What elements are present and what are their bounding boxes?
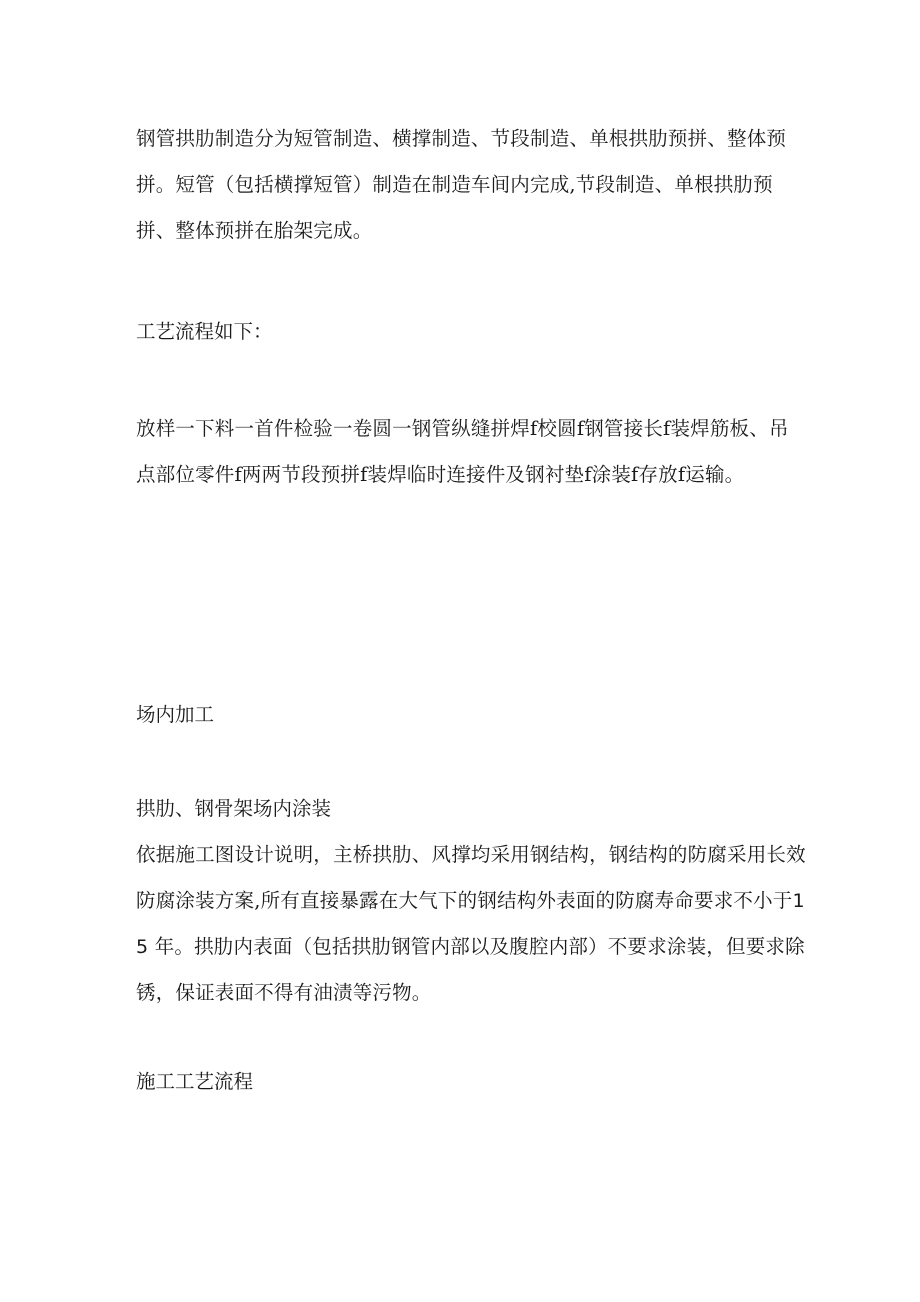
coating-paragraph-part2: 年。拱肋内表面（包括拱肋钢管内部以及腹腔内部）不要求涂装，但要求除锈，保证表面不得有油渍等污物。 <box>136 935 805 1004</box>
subsection-title: 拱肋、钢骨架场内涂装 <box>136 797 332 820</box>
coating-paragraph <box>136 832 808 1016</box>
construction-process-title: 施工工艺流程 <box>136 1070 254 1093</box>
process-label: 工艺流程如下： <box>136 320 273 343</box>
section-title: 场内加工 <box>136 703 215 726</box>
coating-paragraph-part1: 依据施工图设计说明，主桥拱肋、风撑均采用钢结构，钢结构的防腐采用长效防腐涂装方案,所有直接暴露在大气下的钢结构外表面的防腐寿命要求不小于 <box>136 843 806 912</box>
process-flow-paragraph: 放样一下料一首件检验一卷圆一钢管纵缝拼焊f校圆f钢管接长f装焊筋板、吊点部位零件f两两节段预拼f装焊临时连接件及钢衬垫f涂装f存放f运输。 <box>136 417 789 486</box>
coating-years: 15 <box>136 890 805 958</box>
intro-paragraph: 钢管拱肋制造分为短管制造、横撑制造、节段制造、单根拱肋预拼、整体预拼。短管（包括横撑短管）制造在制造车间内完成,节段制造、单根拱肋预拼、整体预拼在胎架完成。 <box>136 127 787 242</box>
